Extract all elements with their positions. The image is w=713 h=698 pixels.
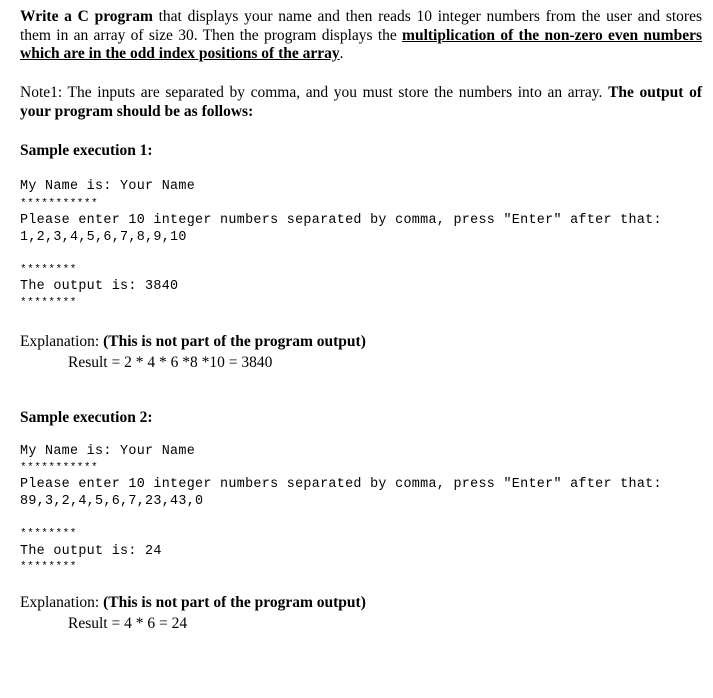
sample2-input-line: 89,3,2,4,5,6,7,23,43,0 xyxy=(20,494,204,509)
sample1-output-line: The output is: 3840 xyxy=(20,279,179,294)
sample1-explanation xyxy=(20,333,366,351)
sample2-stars-short-2: ******** xyxy=(20,561,77,573)
sample2-explanation-note: (This is not part of the program output) xyxy=(103,594,366,611)
note-bold: The output of your program should be as follows: xyxy=(20,84,703,120)
sample1-stars-short-2: ******** xyxy=(20,297,77,309)
sample1-stars-long: *********** xyxy=(20,198,99,210)
sample2-prompt-line: Please enter 10 integer numbers separated by comma, press "Enter" after that: xyxy=(20,477,662,492)
sample1-result: Result = 2 * 4 * 6 *8 *10 = 3840 xyxy=(68,354,273,371)
problem-title: Write a C program xyxy=(20,8,153,25)
sample1-heading: Sample execution 1: xyxy=(20,142,153,159)
sample2-stars-long: *********** xyxy=(20,462,99,474)
sample2-name-line: My Name is: Your Name xyxy=(20,444,196,459)
sample1-prompt-line: Please enter 10 integer numbers separated by comma, press "Enter" after that: xyxy=(20,213,662,228)
sample2-result: Result = 4 * 6 = 24 xyxy=(68,615,188,632)
note-text: Note1: The inputs are separated by comma, and you must store the numbers into an array. xyxy=(20,84,609,101)
problem-end: . xyxy=(339,45,344,62)
sample1-name-line: My Name is: Your Name xyxy=(20,179,196,194)
problem-statement xyxy=(20,8,702,64)
sample1-stars-short-1: ******** xyxy=(20,264,77,276)
sample1-explanation-note: (This is not part of the program output) xyxy=(103,333,366,350)
sample2-stars-short-1: ******** xyxy=(20,528,77,540)
sample2-explanation-label: Explanation: xyxy=(20,594,104,611)
problem-text: that displays your name and then reads 10 integer numbers from the user and stores them in an array of size 30. Then the program displays the xyxy=(20,8,703,44)
sample1-explanation-label: Explanation: xyxy=(20,333,104,350)
sample2-heading: Sample execution 2: xyxy=(20,409,153,426)
sample2-explanation xyxy=(20,594,366,612)
sample2-output-line: The output is: 24 xyxy=(20,544,162,559)
sample1-input-line: 1,2,3,4,5,6,7,8,9,10 xyxy=(20,230,187,245)
problem-requirement: multiplication of the non-zero even numbers which are in the odd index positions of the array xyxy=(20,26,702,62)
note-paragraph xyxy=(20,84,702,121)
